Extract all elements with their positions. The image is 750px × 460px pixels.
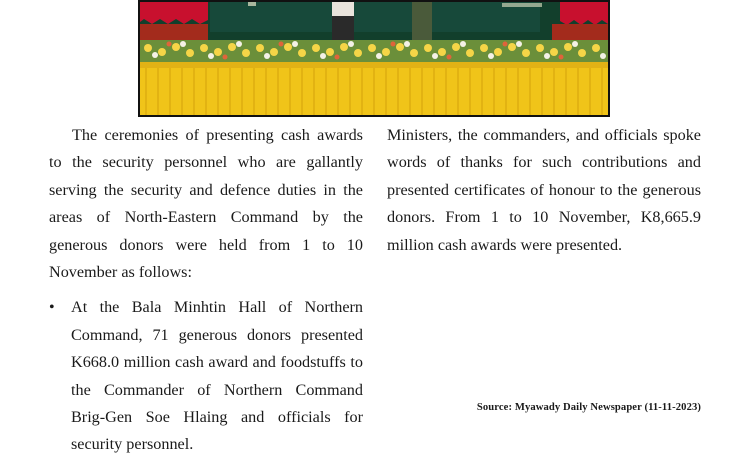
list-item-text: At the Bala Minhtin Hall of Northern Command, 71 generous donors presented K668.0 million cash award and foodstuffs to the Commander of Northern Command Brig-Gen Soe Hlaing and officials for security personnel. bbox=[71, 298, 363, 454]
bullet-icon: • bbox=[49, 299, 55, 317]
ceremony-photo bbox=[138, 0, 610, 117]
intro-paragraph: The ceremonies of presenting cash awards to the security personnel who are gallantly serving the security and defence duties in the areas of North-Eastern Command by the generous donors were held from 1 to 10 November as follows: bbox=[49, 126, 363, 282]
list-item bbox=[49, 294, 363, 458]
ceremony-photo-icon bbox=[140, 2, 608, 115]
flower-border bbox=[140, 40, 608, 62]
photo-banner bbox=[210, 2, 540, 32]
donation-list bbox=[49, 294, 363, 458]
right-paragraph: Ministers, the commanders, and officials spoke words of thanks for such contributions and presented certificates of honour to the generous donors. From 1 to 10 November, K8,665.9 million cash awards were presented. bbox=[387, 126, 701, 254]
article-column-left bbox=[49, 122, 363, 459]
article-column-right bbox=[387, 122, 701, 259]
source-credit: Source: Myawady Daily Newspaper (11-11-2023) bbox=[476, 402, 701, 413]
